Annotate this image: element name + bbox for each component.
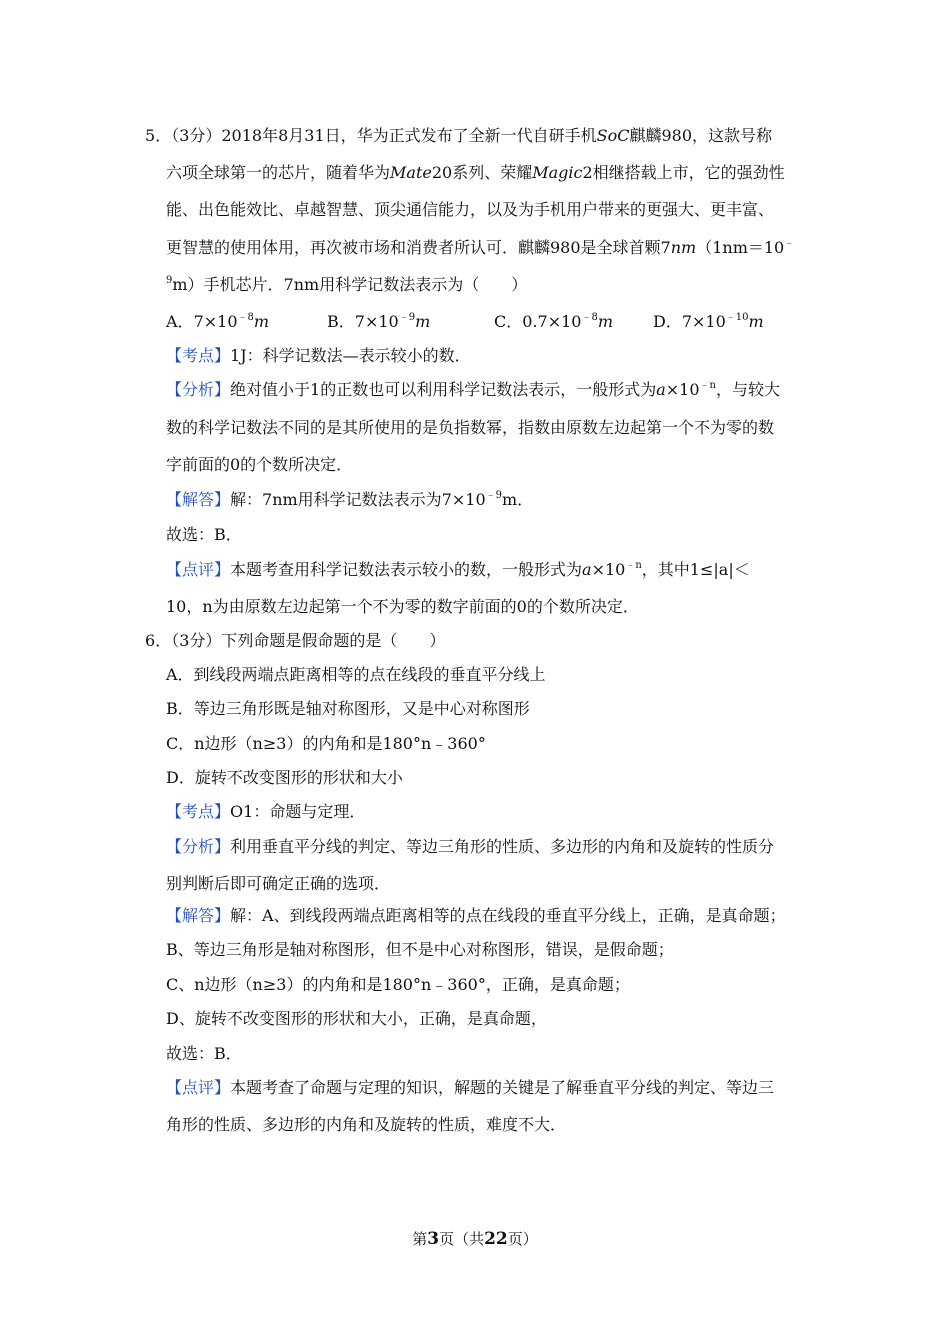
q6-jieda-4: D、旋转不改变图形的形状和大小，正确，是真命题， xyxy=(166,1009,547,1028)
q6-jieda-1: 【解答】解：A、到线段两端点距离相等的点在线段的垂直平分线上，正确，是真命题； xyxy=(166,906,786,925)
q6-stem: 6．（3分）下列命题是假命题的是（ ） xyxy=(145,631,446,650)
dianping-tag: 【点评】 xyxy=(166,1078,231,1097)
q5-option-c: C．$0.7\times 10^{﹣8}m$ xyxy=(494,312,614,331)
q5-line-4: 更智慧的使用体用，再次被市场和消费者所认可．麒麟980是全球首颗7nm（1nm＝10﹣ xyxy=(166,238,795,257)
q5-line-2: 六项全球第一的芯片，随着华为Mate20系列、荣耀Magic2相继搭载上市，它的强劲性 xyxy=(166,163,785,182)
q6-jieda-3: C、n边形（n≥3）的内角和是180°n﹣360°，正确，是真命题； xyxy=(166,975,630,994)
q5-line-5: $^9$m）手机芯片．7nm用科学记数法表示为（ ） xyxy=(166,275,528,294)
q5-line-1: 5．（3分）2018年8月31日，华为正式发布了全新一代自研手机SoC麒麟980，这款号称 xyxy=(145,126,773,145)
jieda-tag: 【解答】 xyxy=(166,490,231,509)
q6-option-c: C．n边形（n≥3）的内角和是180°n﹣360° xyxy=(166,734,486,753)
q6-dianping-2: 角形的性质、多边形的内角和及旋转的性质，难度不大． xyxy=(166,1115,567,1134)
jieda-tag: 【解答】 xyxy=(166,906,231,925)
q6-kaodian: 【考点】O1：命题与定理． xyxy=(166,802,366,821)
q6-number: 6 xyxy=(145,631,156,650)
q5-jieda: 【解答】解：7nm用科学记数法表示为$7\times 10^{﹣9}m$． xyxy=(166,490,534,509)
page-footer: 第3页（共22页） xyxy=(412,1229,538,1249)
dianping-tag: 【点评】 xyxy=(166,560,231,579)
page-number: 3 xyxy=(427,1229,440,1249)
q5-option-d: D．$7\times 10^{﹣10}m$ xyxy=(653,312,764,331)
q6-guxuan: 故选：B． xyxy=(166,1044,242,1063)
q5-number: 5 xyxy=(145,126,156,145)
q6-fenxi-2: 别判断后即可确定正确的选项． xyxy=(166,874,391,893)
q6-fenxi-1: 【分析】利用垂直平分线的判定、等边三角形的性质、多边形的内角和及旋转的性质分 xyxy=(166,837,775,856)
q5-guxuan: 故选：B． xyxy=(166,525,242,544)
q5-fenxi-2: 数的科学记数法不同的是其所使用的是负指数幂，指数由原数左边起第一个不为零的数 xyxy=(166,418,775,437)
q5-fenxi-3: 字前面的0的个数所决定． xyxy=(166,455,353,474)
page-total: 22 xyxy=(484,1229,508,1249)
q6-jieda-2: B、等边三角形是轴对称图形，但不是中心对称图形，错误，是假命题； xyxy=(166,940,674,959)
q6-dianping-1: 【点评】本题考查了命题与定理的知识，解题的关键是了解垂直平分线的判定、等边三 xyxy=(166,1078,775,1097)
fenxi-tag: 【分析】 xyxy=(166,837,231,856)
q5-dianping-1: 【点评】本题考查用科学记数法表示较小的数，一般形式为$a\times 10^{﹣n}$，其中1≤|a|＜ xyxy=(166,560,750,579)
q6-option-b: B．等边三角形既是轴对称图形，又是中心对称图形 xyxy=(166,699,530,718)
fenxi-tag: 【分析】 xyxy=(166,380,231,399)
q5-line-3: 能、出色能效比、卓越智慧、顶尖通信能力，以及为手机用户带来的更强大、更丰富、 xyxy=(166,200,775,219)
q6-option-a: A．到线段两端点距离相等的点在线段的垂直平分线上 xyxy=(166,665,546,684)
kaodian-tag: 【考点】 xyxy=(166,802,231,821)
q5-option-b: B．$7\times 10^{﹣9}m$ xyxy=(327,312,431,331)
kaodian-tag: 【考点】 xyxy=(166,346,231,365)
q5-fenxi-1: 【分析】绝对值小于1的正数也可以利用科学记数法表示，一般形式为$a\times 10^{﹣n}$，与较大 xyxy=(166,380,780,399)
q6-option-d: D．旋转不改变图形的形状和大小 xyxy=(166,768,403,787)
q5-dianping-2: 10，n为由原数左边起第一个不为零的数字前面的0的个数所决定． xyxy=(166,597,639,616)
q5-option-a: A．$7\times 10^{﹣8}m$ xyxy=(166,312,270,331)
q5-kaodian: 【考点】1J：科学记数法—表示较小的数． xyxy=(166,346,471,365)
